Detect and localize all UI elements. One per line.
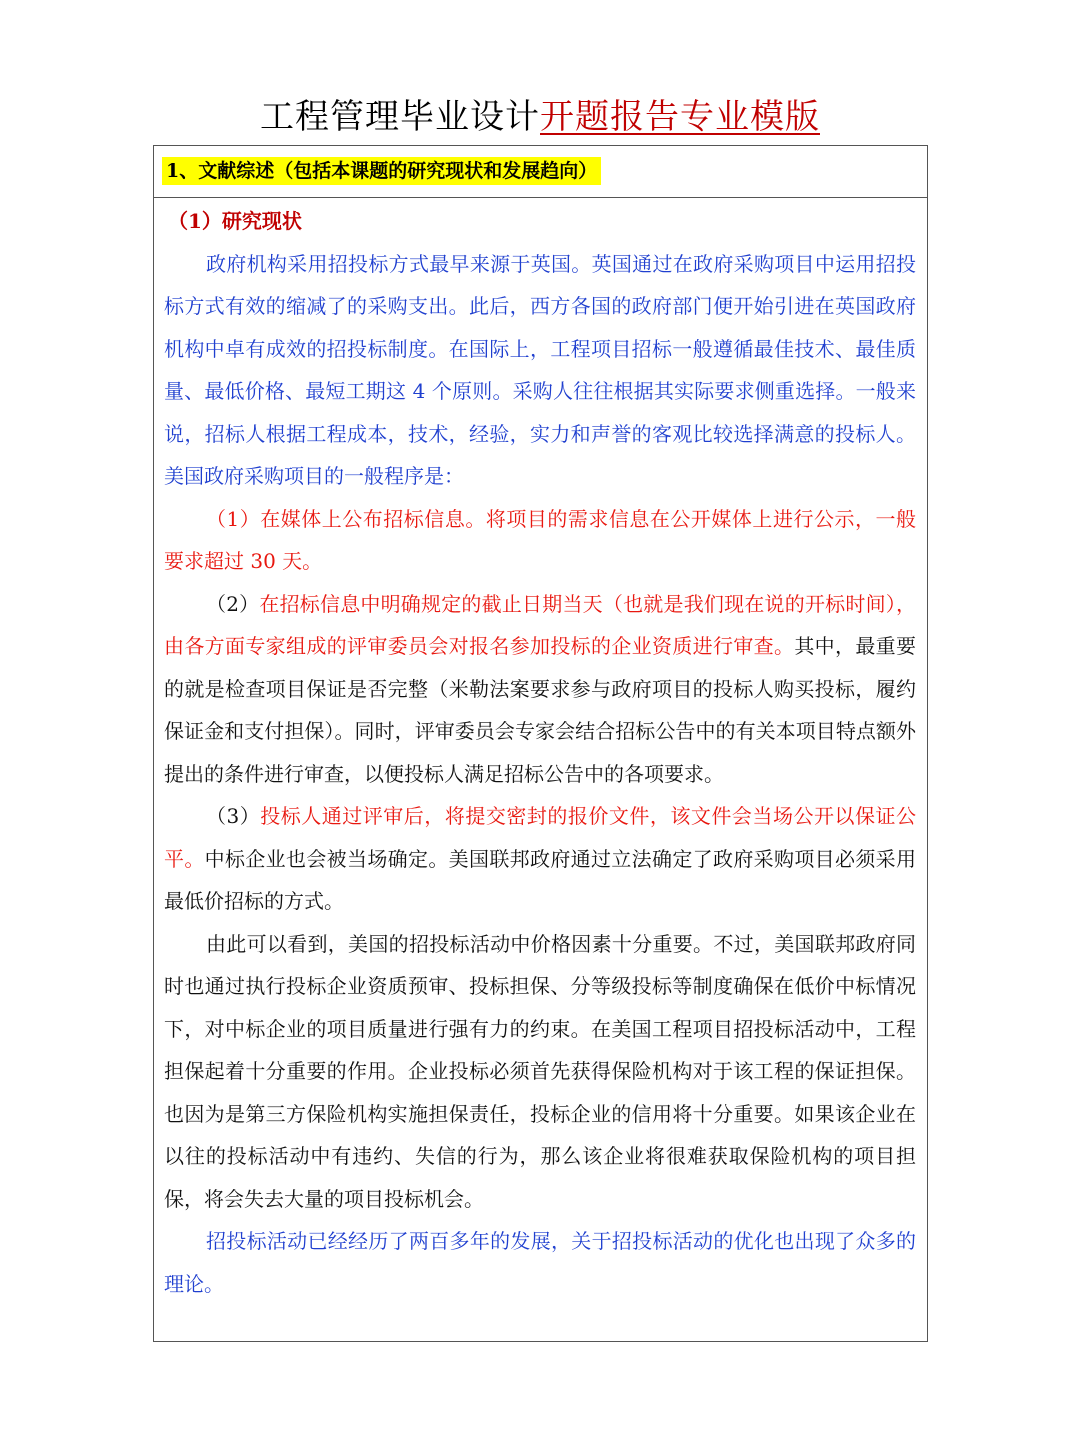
- subheading-research-status: （1）研究现状: [168, 209, 302, 233]
- step-2-label: （2）: [206, 591, 260, 616]
- step-3-highlight: 投标人通过评审后，将提交密封的报价文件，该文件会当场公开以保证公平。: [164, 804, 916, 871]
- paragraph-conclusion: 招投标活动已经经历了两百多年的发展，关于招投标活动的优化也出现了众多的理论。: [164, 1229, 916, 1296]
- step-3-body: 中标企业也会被当场确定。美国联邦政府通过立法确定了政府采购项目必须采用最低价招标的方式。: [164, 846, 917, 913]
- title-main: 工程管理毕业设计: [260, 97, 540, 137]
- page-title: [0, 92, 1080, 142]
- paragraph-step-2: [164, 583, 916, 796]
- paragraph-summary: 由此可以看到，美国的招投标活动中价格因素十分重要。不过，美国联邦政府同时也通过执行投标企业资质预审、投标担保、分等级投标等制度确保在低价中标情况下，对中标企业的项目质量进行强有力的约束。在美国工程项目招投标活动中，工程担保起着十分重要的作用。企业投标必须首先获得保险机构对于该工程的保证担保。也因为是第三方保险机构实施担保责任，投标企业的信用将十分重要。如果该企业在以往的投标活动中有违约、失信的行为，那么该企业将很难获取保险机构的项目担保，将会失去大量的项目投标机会。: [164, 931, 916, 1211]
- step-2-highlight: 在招标信息中明确规定的截止日期当天（也就是我们现在说的开标时间），由各方面专家组成的评审委员会对报名参加投标的企业资质进行审查。: [164, 591, 917, 658]
- paragraph-intro: 政府机构采用招投标方式最早来源于英国。英国通过在政府采购项目中运用招投标方式有效的缩减了的采购支出。此后，西方各国的政府部门便开始引进在英国政府机构中卓有成效的招投标制度。在国际上，工程项目招标一般遵循最佳技术、最佳质量、最低价格、最短工期这 4 个原则。采购人往往根据其实际要求侧重选择。一般来说，招标人根据工程成本，技术，经验，实力和声誉的客观比较选择满意的投标人。美国政府采购项目的一般程序是：: [164, 251, 916, 488]
- section-heading: 1、文献综述（包括本课题的研究现状和发展趋向）: [162, 157, 601, 185]
- section-content: [164, 200, 916, 1305]
- report-table: [153, 145, 928, 1342]
- step-3-label: （3）: [206, 804, 261, 828]
- section-header-row: [154, 146, 927, 198]
- title-highlight: 开题报告专业模版: [540, 97, 820, 137]
- step-2-body: 其中，最重要的就是检查项目保证是否完整（米勒法案要求参与政府项目的投标人购买投标，履约保证金和支付担保）。同时，评审委员会专家会结合招标公告中的有关本项目特点额外提出的条件进行审查，以便投标人满足招标公告中的各项要求。: [164, 634, 917, 786]
- paragraph-step-3: [164, 795, 916, 923]
- paragraph-step-1: （1）在媒体上公布招标信息。将项目的需求信息在公开媒体上进行公示，一般要求超过 30 天。: [164, 506, 916, 573]
